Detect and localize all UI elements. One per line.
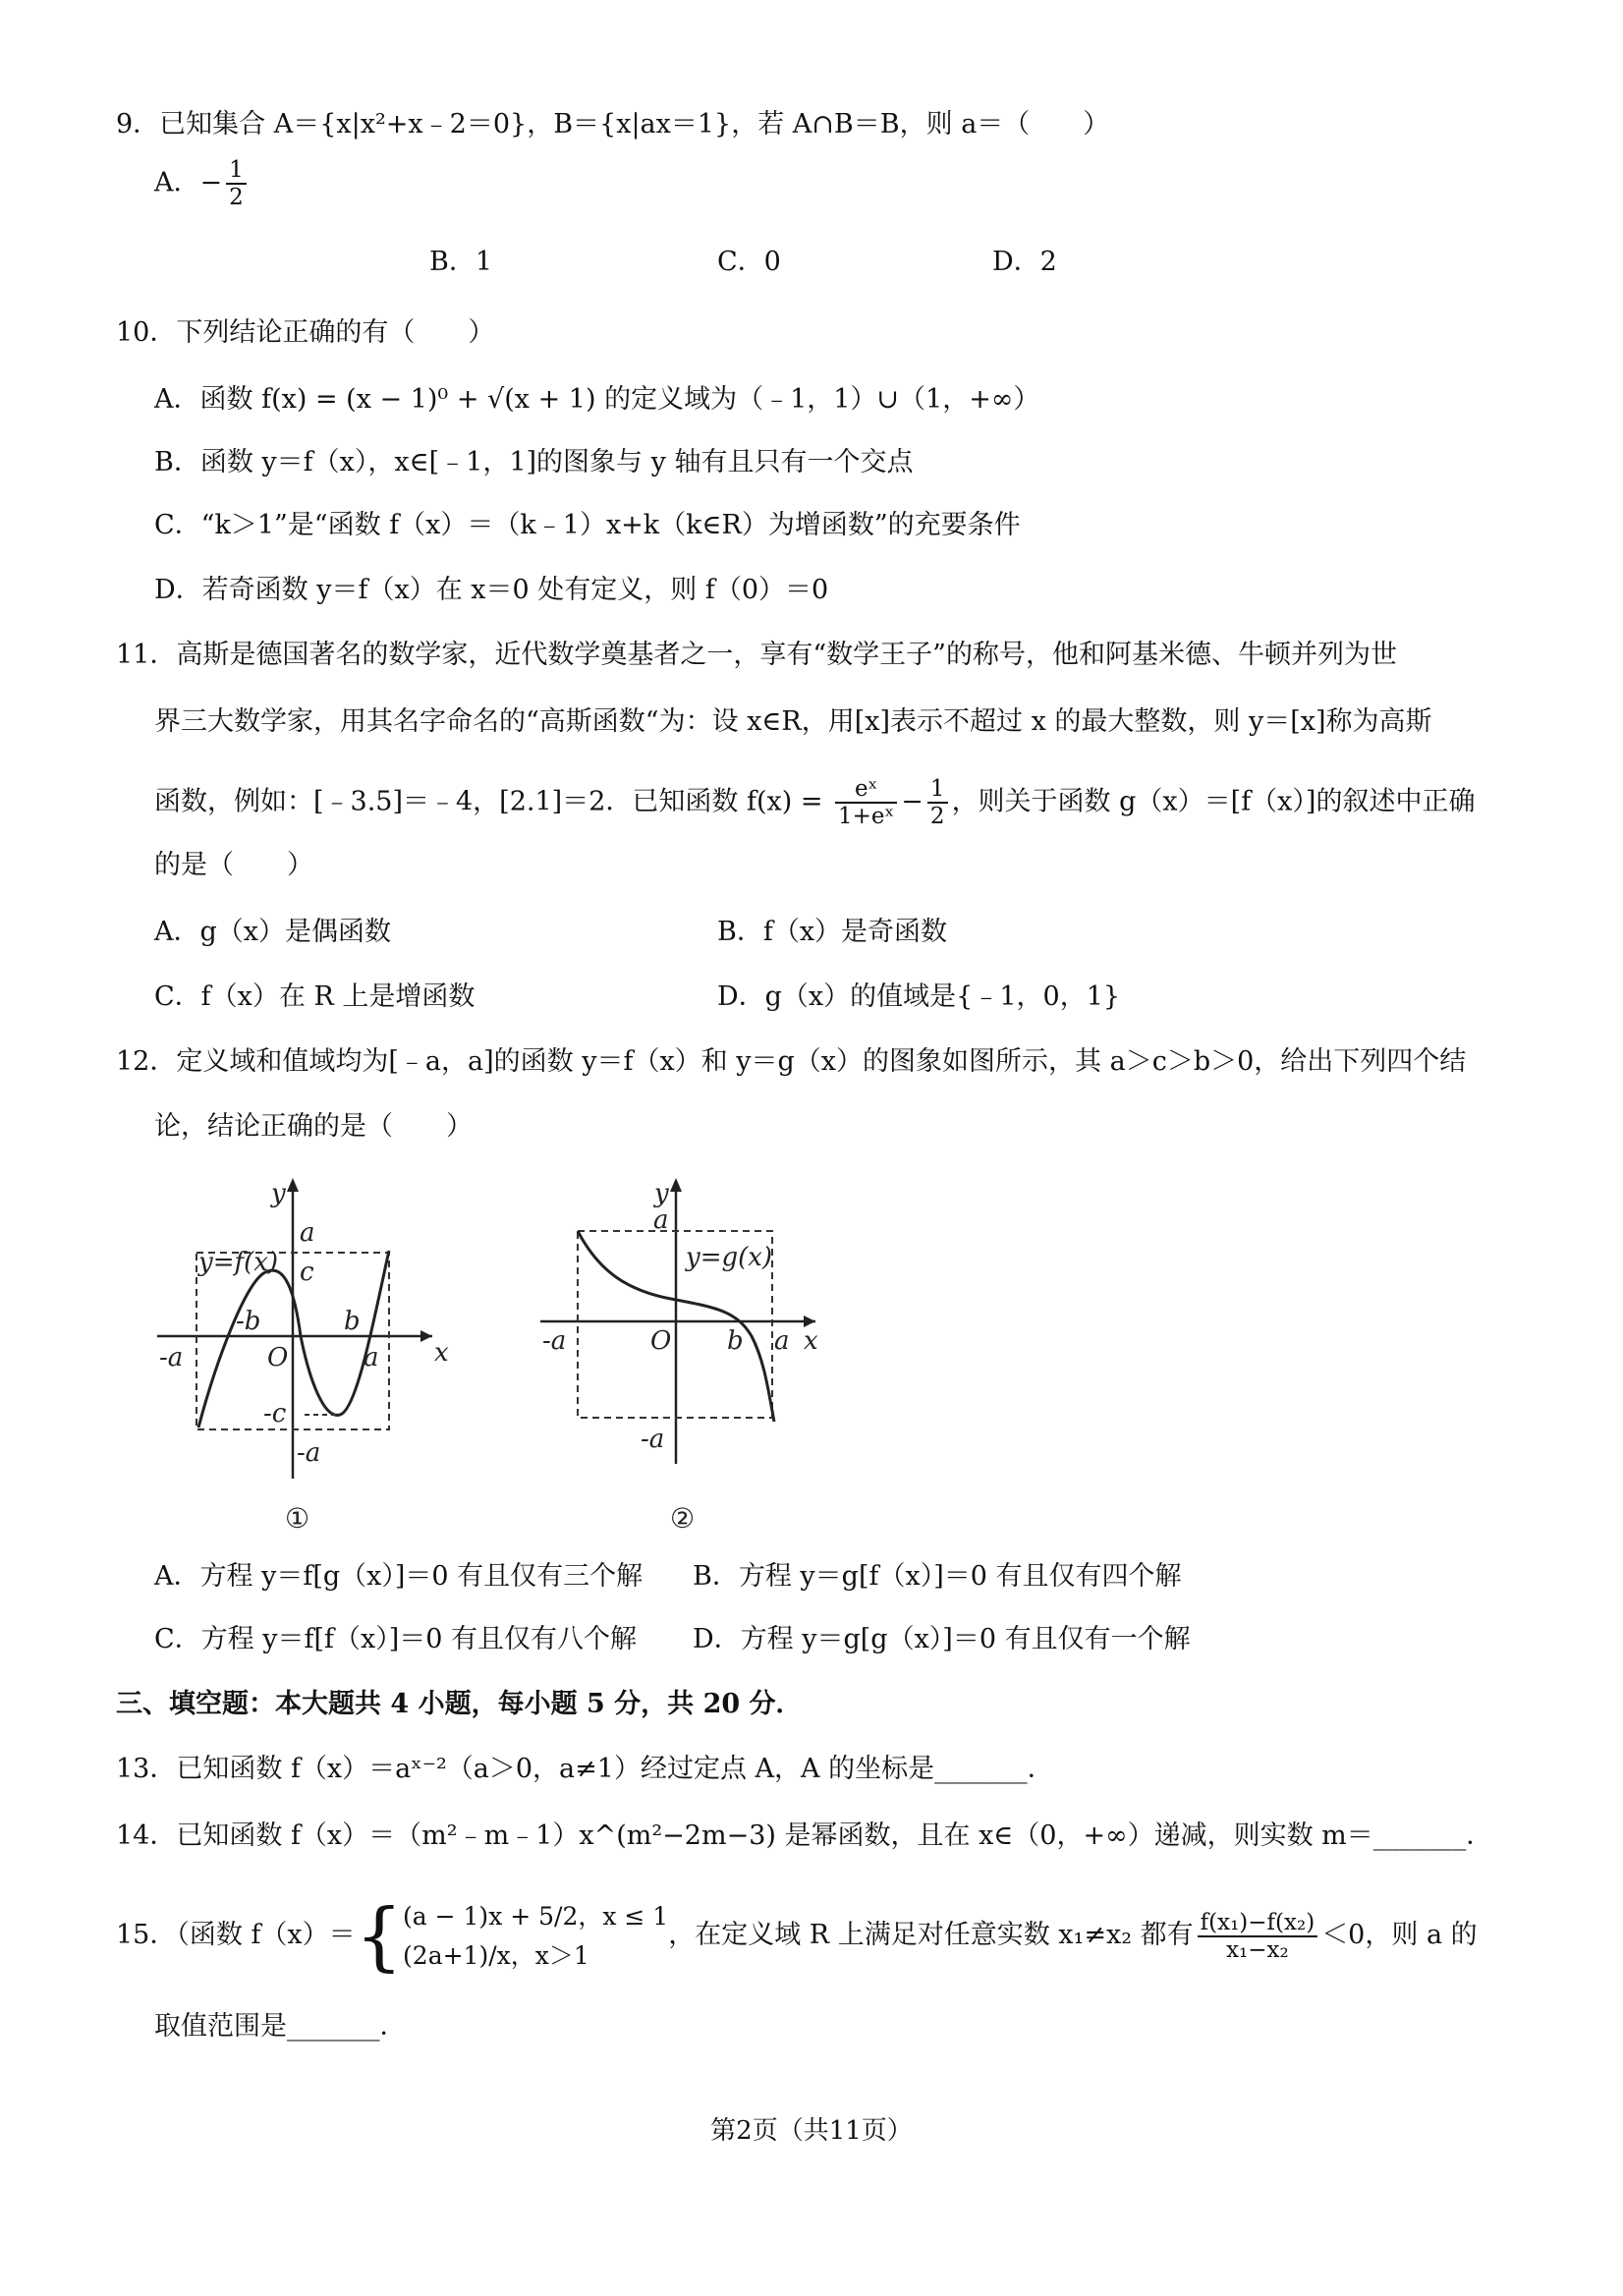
fig2-b-label: b <box>727 1326 744 1356</box>
q10-option-b: B．函数 y＝f（x），x∈[﹣1，1]的图象与 y 轴有且只有一个交点 <box>154 447 914 477</box>
fig1-neg-c-label: -c <box>263 1399 287 1428</box>
fig1-y-arrow <box>287 1178 299 1192</box>
q11-line-3 <box>154 776 1475 829</box>
figure-f-graph <box>147 1164 452 1538</box>
section-3-heading: 三、填空题：本大题共 4 小题，每小题 5 分，共 20 分． <box>116 1689 803 1719</box>
q11-fraction-1-numerator: eˣ <box>835 776 897 804</box>
q9-option-a-denominator: 2 <box>229 185 244 210</box>
q11-line-4: 的是（ ） <box>154 850 313 880</box>
q15-suffix: ＜0，则 a 的 <box>1321 1920 1478 1950</box>
q11-line-1: 11．高斯是德国著名的数学家，近代数学奠基者之一，享有“数学王子”的称号，他和阿基米德、牛顿并列为世 <box>116 640 1397 670</box>
q11-option-a: A．g（x）是偶函数 <box>154 917 392 947</box>
fig1-x-label: x <box>434 1338 449 1368</box>
fig2-neg-a-bottom-label: -a <box>641 1425 665 1454</box>
fig2-neg-a-label: -a <box>542 1326 567 1356</box>
q11-minus-sign: − <box>901 786 923 817</box>
q12-option-d: D．方程 y＝g[g（x）]＝0 有且仅有一个解 <box>693 1624 1191 1654</box>
q9-stem: 9．已知集合 A＝{x|x²+x﹣2＝0}，B＝{x|ax＝1}，若 A∩B＝B，则 a＝（ ） <box>116 109 1110 140</box>
q9-option-d: D．2 <box>992 247 1057 277</box>
fig1-origin-label: O <box>267 1343 289 1372</box>
q10-option-a: A．函数 f(x) = (x − 1)⁰ + √(x + 1) 的定义域为（﹣1，1）∪（1，+∞） <box>154 384 1040 415</box>
fig2-origin-label: O <box>650 1326 672 1356</box>
q11-line-3-start: 函数，例如：[﹣3.5]＝﹣4，[2.1]＝2．已知函数 f(x) = <box>154 786 832 817</box>
q9-option-a <box>154 157 251 210</box>
fig2-a-top-label: a <box>653 1205 669 1235</box>
q11-option-b: B．f（x）是奇函数 <box>717 917 948 947</box>
q15-piecewise <box>403 1897 668 1976</box>
q11-fraction-1-denominator: 1+eˣ <box>838 804 895 829</box>
q11-fraction-1 <box>835 776 897 829</box>
q15-line-2: 取值范围是_______． <box>154 2011 407 2042</box>
q15-piece-1: (a − 1)x + 5/2，x ≤ 1 <box>403 1901 669 1931</box>
figure-g-graph <box>531 1164 845 1538</box>
fig1-neg-a-label: -a <box>159 1343 184 1372</box>
fig2-y-label: y <box>654 1179 669 1208</box>
q11-fraction-2-denominator: 2 <box>929 804 945 829</box>
q12-line-1: 12．定义域和值域均为[﹣a，a]的函数 y＝f（x）和 y＝g（x）的图象如图所示，其 a＞c＞b＞0，给出下列四个结 <box>116 1046 1467 1077</box>
fig1-caption: ① <box>285 1502 310 1535</box>
q11-line-3-end: ，则关于函数 g（x）＝[f（x）]的叙述中正确 <box>951 786 1476 817</box>
q11-fraction-2 <box>927 776 948 829</box>
q11-option-c: C．f（x）在 R 上是增函数 <box>154 981 476 1012</box>
fig2-a-right-label: a <box>774 1326 790 1356</box>
q15-piece-2: (2a+1)/x，x＞1 <box>403 1940 589 1970</box>
q15-prefix: 15．（函数 f（x）＝ <box>116 1920 356 1950</box>
q10-option-c: C．“k＞1”是“函数 f（x）＝（k﹣1）x+k（k∈R）为增函数”的充要条件 <box>154 510 1021 540</box>
fig1-c-label: c <box>300 1258 314 1287</box>
fig2-x-label: x <box>804 1326 818 1356</box>
fig2-caption: ② <box>670 1502 696 1535</box>
q12-option-b: B．方程 y＝g[f（x）]＝0 有且仅有四个解 <box>693 1561 1182 1592</box>
fig2-function-label: y=g(x) <box>686 1243 773 1272</box>
q12-option-a: A．方程 y＝f[g（x）]＝0 有且仅有三个解 <box>154 1561 644 1592</box>
q13-stem: 13．已知函数 f（x）＝aˣ⁻²（a＞0，a≠1）经过定点 A，A 的坐标是_______． <box>116 1754 1054 1784</box>
fig1-neg-a-bottom-label: -a <box>297 1438 321 1468</box>
q9-option-b: B．1 <box>429 247 493 277</box>
fig1-b-label: b <box>344 1307 361 1336</box>
q11-line-2: 界三大数学家，用其名字命名的“高斯函数“为：设 x∈R，用[x]表示不超过 x 的最大整数，则 y＝[x]称为高斯 <box>154 706 1432 737</box>
q9-option-c: C．0 <box>717 247 781 277</box>
q15-line-1 <box>116 1891 1478 1981</box>
q11-fraction-2-numerator: 1 <box>927 776 948 804</box>
q12-line-2: 论，结论正确的是（ ） <box>154 1111 473 1142</box>
q14-stem: 14．已知函数 f（x）＝（m²﹣m﹣1）x^(m²−2m−3) 是幂函数，且在 x∈（0，+∞）递减，则实数 m＝_______． <box>116 1820 1493 1851</box>
fig1-x-arrow <box>420 1330 432 1342</box>
q15-left-brace: { <box>355 1891 404 1980</box>
q15-fraction-denominator: x₁−x₂ <box>1226 1936 1289 1963</box>
q9-option-a-numerator: 1 <box>226 157 247 185</box>
q11-option-d: D．g（x）的值域是{﹣1，0，1} <box>717 981 1121 1012</box>
q9-option-a-fraction <box>226 157 247 210</box>
fig1-neg-b-label: -b <box>236 1307 261 1336</box>
q15-fraction-numerator: f(x₁)−f(x₂) <box>1198 1910 1318 1937</box>
fig1-a-right-label: a <box>364 1343 379 1372</box>
q10-stem: 10．下列结论正确的有（ ） <box>116 317 495 348</box>
q15-fraction <box>1198 1910 1318 1963</box>
q15-middle: ，在定义域 R 上满足对任意实数 x₁≠x₂ 都有 <box>668 1920 1194 1950</box>
fig1-y-label: y <box>271 1179 286 1208</box>
q12-option-c: C．方程 y＝f[f（x）]＝0 有且仅有八个解 <box>154 1624 638 1654</box>
q10-option-d: D．若奇函数 y＝f（x）在 x＝0 处有定义，则 f（0）＝0 <box>154 575 829 605</box>
page-footer: 第2页（共11页） <box>710 2116 913 2146</box>
fig2-y-arrow <box>670 1178 682 1192</box>
fig1-function-label: y=f(x) <box>198 1248 279 1277</box>
q9-option-a-prefix: A．− <box>154 167 223 198</box>
fig1-a-top-label: a <box>300 1218 315 1248</box>
